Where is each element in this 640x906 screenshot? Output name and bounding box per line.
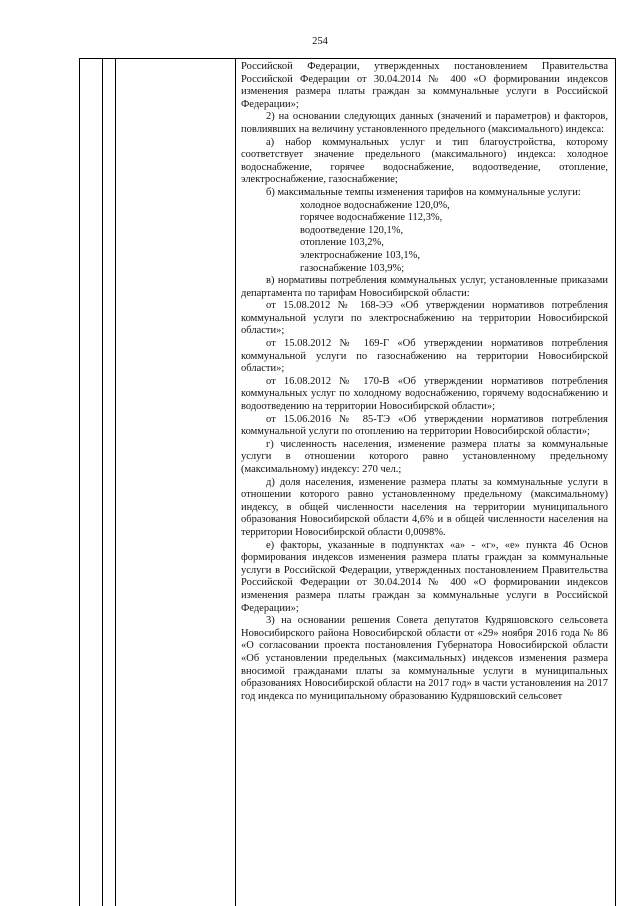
list-item: отопление 103,2%, — [300, 237, 384, 249]
page-number: 254 — [312, 36, 328, 47]
paragraph: а) набор коммунальных услуг и тип благоустройства, которому соответствует значение предельного (максимального) индекса: холодное водоснабжение, горячее водоснабжение, водоотведение, отопление, электроснабжение, газоснабжение; — [241, 136, 608, 186]
list-item: газоснабжение 103,9%; — [300, 262, 405, 274]
text-column — [241, 61, 608, 703]
column-divider-3 — [235, 59, 236, 906]
document-table — [79, 58, 616, 906]
list-item: горячее водоснабжение 112,3%, — [300, 212, 443, 224]
paragraph: от 15.08.2012 № 169-Г «Об утверждении нормативов потребления коммунальной услуги по газоснабжению на территории Новосибирской области»; — [241, 338, 608, 375]
tariff-list — [241, 200, 608, 276]
paragraph: 2) на основании следующих данных (значений и параметров) и факторов, повлиявших на величину установленного предельного (максимального) индекса: — [241, 111, 608, 135]
paragraph: е) факторы, указанные в подпунктах «а» - «г», «е» пункта 46 Основ формирования индексов изменения размера платы граждан за коммунальные услуги в Российской Федерации, утвержденных постановлением Правительства Российской Федерации от 30.04.2014 № 400 «О формировании индексов изменения размера платы граждан за коммунальные услуги в Российской Федерации»; — [241, 539, 608, 614]
paragraph: в) нормативы потребления коммунальных услуг, установленные приказами департамента по тарифам Новосибирской области: — [241, 275, 608, 299]
list-item: электроснабжение 103,1%, — [300, 249, 420, 261]
paragraph: от 15.08.2012 № 168-ЭЭ «Об утверждении нормативов потребления коммунальной услуги по электроснабжению на территории Новосибирской области»; — [241, 300, 608, 337]
paragraph: от 15.06.2016 № 85-ТЭ «Об утверждении нормативов потребления коммунальной услуги по отоплению на территории Новосибирской области»; — [241, 413, 608, 438]
paragraph: от 16.08.2012 № 170-В «Об утверждении нормативов потребления коммунальных услуг по холодному водоснабжению, горячему водоснабжению и водоотведению на территории Новосибирской области»; — [241, 375, 608, 413]
list-item: водоотведение 120,1%, — [300, 224, 404, 236]
paragraph: Российской Федерации, утвержденных постановлением Правительства Российской Федерации от 30.04.2014 № 400 «О формировании индексов изменения размера платы граждан за коммунальные услуги в Российской Федерации»; — [241, 61, 608, 110]
table-border-right — [615, 59, 616, 906]
column-divider-1 — [102, 59, 103, 906]
paragraph: б) максимальные темпы изменения тарифов на коммунальные услуги: — [266, 186, 581, 198]
list-item: холодное водоснабжение 120,0%, — [300, 199, 450, 211]
table-border-left — [79, 59, 80, 906]
paragraph: г) численность населения, изменение размера платы за коммунальные услуги в отношении которого равно установленному предельному (максимальному) индексу: 270 чел.; — [241, 438, 608, 475]
column-divider-2 — [115, 59, 116, 906]
paragraph: 3) на основании решения Совета депутатов Кудряшовского сельсовета Новосибирского района Новосибирской области от «29» ноября 2016 года № 86 «О согласовании проекта постановления Губернатора Новосибирской области «Об установлении предельных (максимальных) индексов изменения размера вносимой гражданами платы за коммунальные услуги в муниципальных образованиях Новосибирской области на 2017 год» в части установления на 2017 год индекса по муниципальному образованию Кудряшовский сельсовет — [241, 615, 608, 702]
paragraph: д) доля населения, изменение размера платы за коммунальные услуги в отношении которого равно установленному предельному (максимальному) индексу, в общей численности населения на территории муниципального образования Новосибирской области 4,6% и в общей численности населения на территории Новосибирской области 0,0098%. — [241, 476, 608, 538]
